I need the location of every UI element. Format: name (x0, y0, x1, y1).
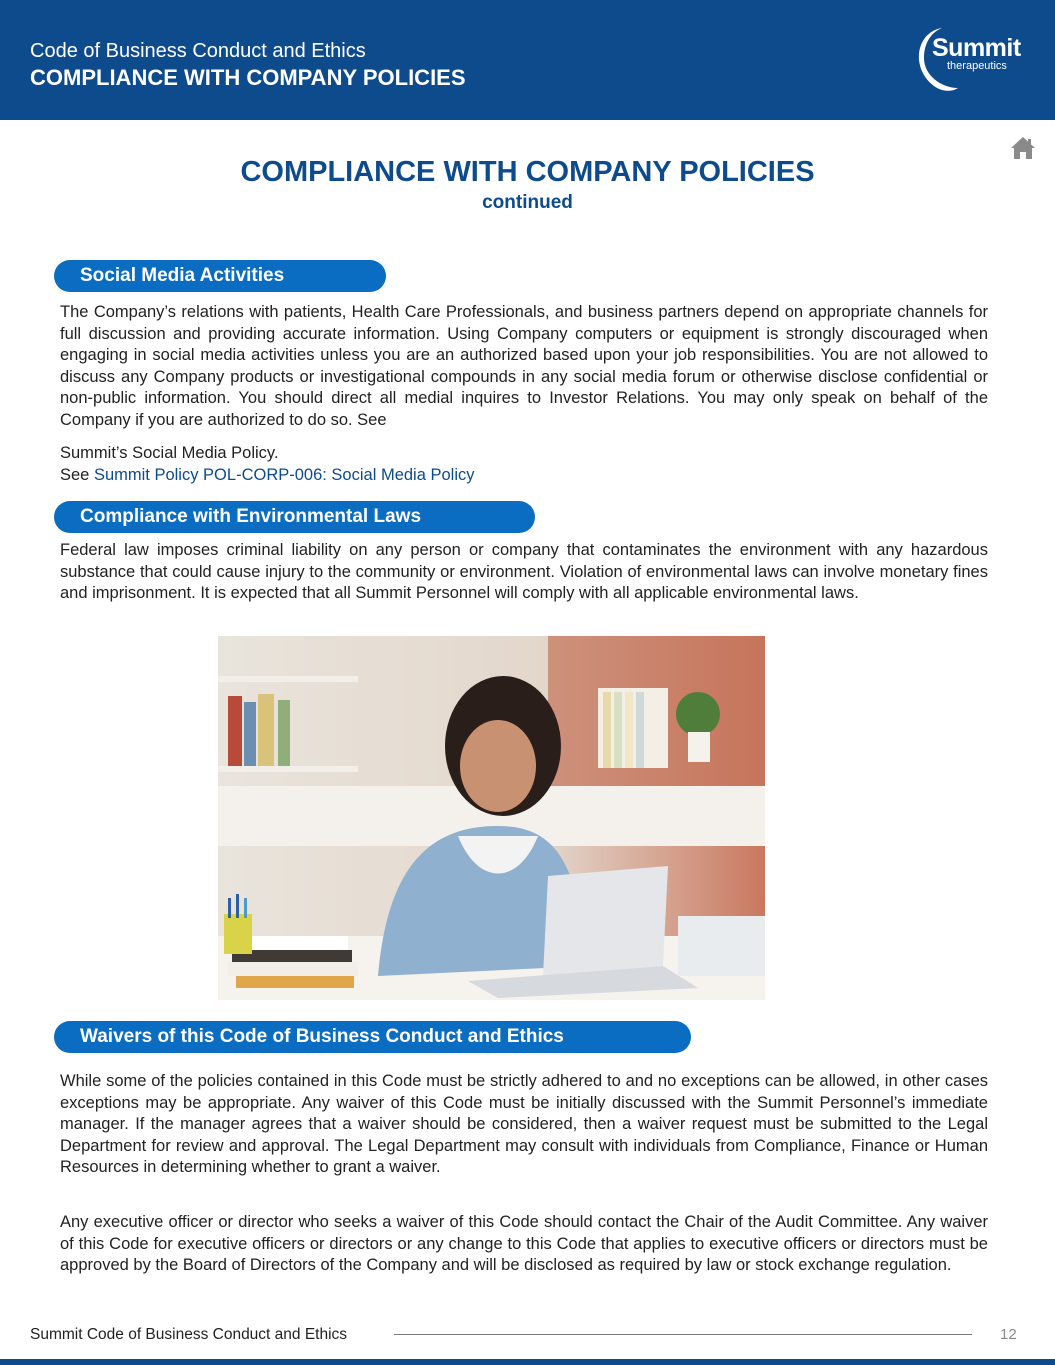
footer-divider (394, 1334, 972, 1335)
summit-logo (912, 22, 1032, 94)
section-heading-environmental: Compliance with Environmental Laws (54, 501, 535, 533)
page-number: 12 (1000, 1326, 1017, 1343)
social-media-body: The Company’s relations with patients, Health Care Professionals, and business partners depend on appropriate channels for full discussion and providing accurate information. Using Company computers or equipment is strongly discouraged when engaging in social media activities unless you are an authorized based upon your job responsibilities. You are not allowed to discuss any Company products or investigational compounds in any social media forum or otherwise disclose confidential or non-public information. You should direct all medial inquires to Investor Relations. You may only speak on behalf of the Company if you are authorized to do so. See (60, 303, 988, 429)
footer-text: Summit Code of Business Conduct and Ethics (30, 1326, 348, 1343)
logo-tagline: therapeutics (947, 60, 1007, 72)
footer-bar (0, 1359, 1055, 1365)
page-subtitle: continued (482, 192, 573, 213)
woman-at-laptop-photo (218, 636, 765, 1000)
see-prefix: See (60, 466, 94, 484)
environmental-body: Federal law imposes criminal liability on any person or company that contaminates the environment with any hazardous substance that could cause injury to the community or environment. Violation of environmental laws can involve monetary fines and imprisonment. It is expected that all Summit Personnel will comply with all applicable environmental laws. (60, 541, 988, 603)
header-subtitle: Code of Business Conduct and Ethics (30, 40, 366, 62)
social-media-policy-link[interactable]: Summit Policy POL-CORP-006: Social Media Policy (93, 466, 475, 484)
header-title: COMPLIANCE WITH COMPANY POLICIES (30, 65, 466, 90)
social-media-see-line (60, 465, 988, 487)
waivers-body-1: While some of the policies contained in this Code must be strictly adhered to and no exceptions can be allowed, in other cases exceptions may be appropriate. Any waiver of this Code must be initially discussed with the Summit Personnel’s immediate manager. If the manager agrees that a waiver should be considered, then a waiver request must be submitted to the Legal Department for review and approval. The Legal Department may consult with individuals from Compliance, Finance or Human Resources in determining whether to grant a waiver. (60, 1072, 988, 1177)
section-heading-social-media: Social Media Activities (54, 260, 386, 292)
logo-wordmark: Summit (932, 34, 1021, 62)
page-title: COMPLIANCE WITH COMPANY POLICIES (240, 156, 815, 188)
social-media-policy-line: Summit’s Social Media Policy. (60, 444, 279, 462)
waivers-body-2: Any executive officer or director who seeks a waiver of this Code should contact the Chair of the Audit Committee. Any waiver of this Code for executive officers or directors or any change to this Code that applies to executive officers or directors must be approved by the Board of Directors of the Company and will be disclosed as required by law or stock exchange regulation. (60, 1213, 988, 1275)
header-banner (0, 0, 1055, 120)
section-heading-waivers: Waivers of this Code of Business Conduct and Ethics (54, 1021, 691, 1053)
